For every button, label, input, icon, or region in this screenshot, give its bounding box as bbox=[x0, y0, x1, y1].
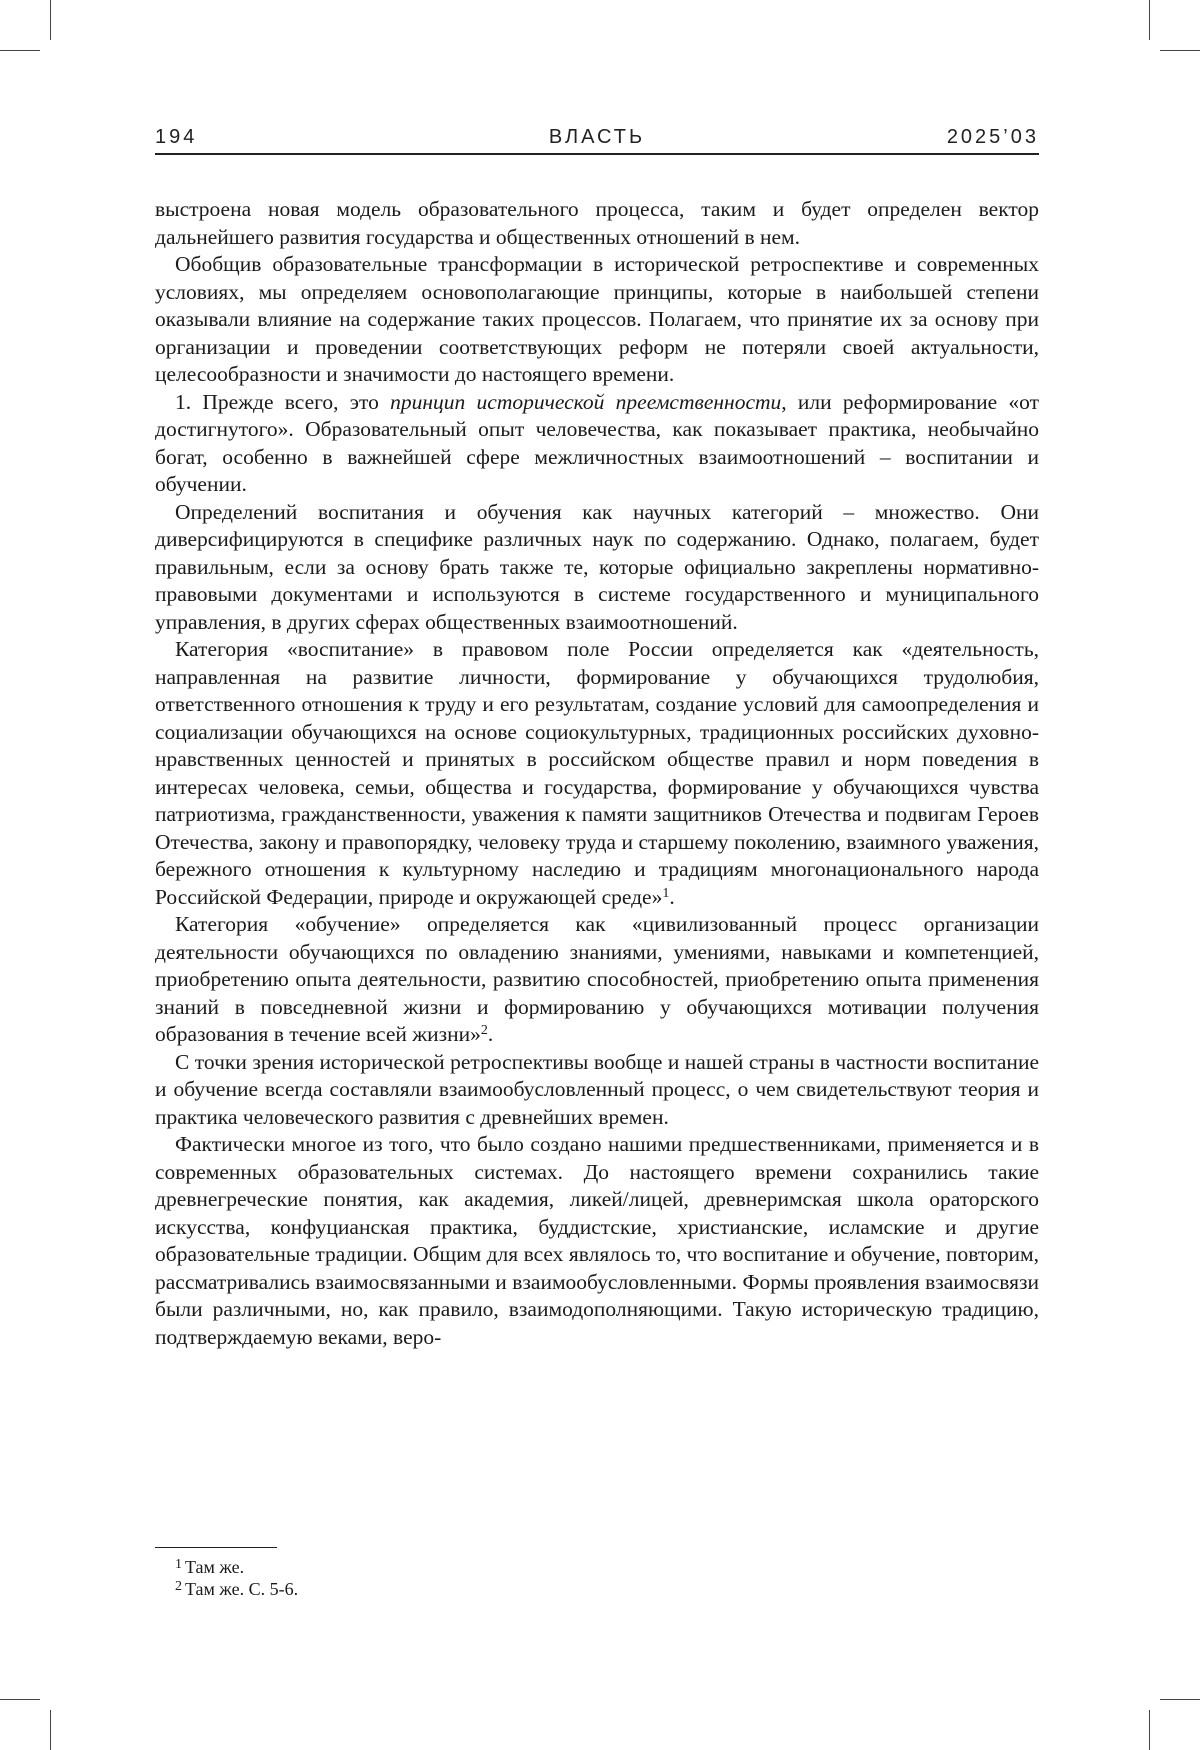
paragraph: Категория «воспитание» в правовом поле России определяется как «деятельность, направленная на развитие личности, формирование у обучающихся трудолюбия, ответственного отношения к труду и его результатам, создание условий для самоопределения и социализации обучающихся на основе социокультурных, традиционных российских духовно-нравственных ценностей и принятых в российском обществе правил и норм поведения в интересах человека, семьи, общества и государства, формирование у обучающихся чувства патриотизма, гражданственности, уважения к памяти защитников Отечества и подвигам Героев Отечества, закону и правопорядку, человеку труда и старшему поколению, взаимного уважения, бережного отношения к культурному наследию и традициям многонационального народа Российской Федерации, природе и окружающей среде»$^1$. bbox=[155, 637, 1039, 909]
paragraph-text: Категория «воспитание» в правовом поле России определяется как «деятельность, направленная на развитие личности, формирование у обучающихся трудолюбия, ответственного отношения к труду и его результатам, создание условий для самоопределения и социализации обучающихся на основе социокультурных, традиционных российских духовно-нравственных ценностей и принятых в российском обществе правил и норм поведения в интересах человека, семьи, общества и государства, формирование у обучающихся чувства патриотизма, гражданственности, уважения к памяти защитников Отечества и подвигам Героев Отечества, закону и правопорядку, человеку труда и старшему поколению, взаимного уважения, бережного отношения к культурному наследию и традициям многонационального народа Российской Федерации, природе и окружающей среде» bbox=[155, 637, 1039, 909]
footnote-number: 2 bbox=[175, 1579, 182, 1594]
paragraph: выстроена новая модель образовательного процесса, таким и будет определен вектор дальнейшего развития государства и общественных отношений в нем. bbox=[155, 197, 1039, 249]
crop-mark bbox=[1149, 1710, 1150, 1750]
issue-number: 2025’03 bbox=[946, 126, 1039, 148]
body-text bbox=[155, 196, 1039, 1351]
footnote-text: Там же. bbox=[185, 1557, 245, 1577]
crop-mark bbox=[0, 50, 40, 51]
page-number: 194 bbox=[155, 126, 198, 148]
running-header bbox=[155, 126, 1039, 152]
paragraph: Фактически многое из того, что было создано нашими предшественниками, применяется и в современных образовательных системах. До настоящего времени сохранились такие древнегреческие понятия, как академия, ликей/лицей, древнеримская школа ораторского искусства, конфуцианская практика, буддистские, христианские, исламские и другие образовательные традиции. Общим для всех являлось то, что воспитание и обучение, повторим, рассматривались взаимосвязанными и взаимообусловленными. Формы проявления взаимосвязи были различными, но, как правило, взаимодополняющими. Такую историческую традицию, подтверждаемую веками, веро- bbox=[155, 1132, 1039, 1349]
paragraph-text: , или реформирование «от достигнутого». Образовательный опыт человечества, как показывает практика, необычайно богат, особенно в важнейшей сфере межличностных взаимоотношений – воспитании и обучении. bbox=[155, 389, 1040, 496]
italic-term: принцип исторической преемственности bbox=[390, 389, 782, 414]
paragraph: С точки зрения исторической ретроспективы вообще и нашей страны в частности воспитание и обучение всегда составляли взаимообусловленный процесс, о чем свидетельствуют теория и практика человеческого развития с древнейших времен. bbox=[155, 1049, 1039, 1129]
crop-mark bbox=[1149, 0, 1150, 40]
footnotes bbox=[175, 1556, 1035, 1600]
paragraph-text: 1. Прежде всего, это bbox=[175, 389, 391, 414]
footnote bbox=[175, 1578, 1035, 1600]
paragraph: Категория «обучение» определяется как «цивилизованный процесс организации деятельности обучающихся по овладению знаниями, умениями, навыками и компетенцией, приобретению опыта деятельности, развитию способностей, приобретению опыта применения знаний в повседневной жизни и формированию у обучающихся мотивации получения образования в течение всей жизни»$^2$. bbox=[155, 912, 1039, 1046]
crop-mark bbox=[0, 1699, 40, 1700]
paragraph: Определений воспитания и обучения как научных категорий – множество. Они диверсифицируются в специфике различных наук по содержанию. Однако, полагаем, будет правильным, если за основу брать также те, которые официально закреплены нормативно-правовыми документами и используются в системе государственного и муниципального управления, в других сферах общественных взаимоотношений. bbox=[155, 499, 1039, 634]
crop-mark bbox=[50, 1710, 51, 1750]
footnote bbox=[175, 1556, 1035, 1578]
footnote-text: Там же. С. 5-6. bbox=[185, 1579, 299, 1599]
header-rule bbox=[155, 153, 1039, 155]
paragraph-text: Категория «обучение» определяется как «цивилизованный процесс организации деятельности обучающихся по овладению знаниями, умениями, навыками и компетенцией, приобретению опыта деятельности, развитию способностей, приобретению опыта применения знаний в повседневной жизни и формированию у обучающихся мотивации получения образования в течение всей жизни» bbox=[155, 912, 1039, 1046]
footnote-ref[interactable]: 2 bbox=[480, 1023, 488, 1038]
footnote-ref[interactable]: 1 bbox=[662, 885, 670, 901]
journal-title: ВЛАСТЬ bbox=[548, 126, 646, 148]
crop-mark bbox=[1160, 1699, 1200, 1700]
footnote-number: 1 bbox=[175, 1557, 182, 1572]
crop-mark bbox=[1160, 50, 1200, 51]
crop-mark bbox=[50, 0, 51, 40]
paragraph: Обобщив образовательные трансформации в исторической ретроспективе и современных условиях, мы определяем основополагающие принципы, которые в наибольшей степени оказывали влияние на содержание таких процессов. Полагаем, что принятие их за основу при организации и проведении соответствующих реформ не потеряли своей актуальности, целесообразности и значимости до настоящего времени. bbox=[155, 252, 1039, 386]
footnote-rule bbox=[155, 1547, 277, 1548]
paragraph bbox=[155, 389, 1039, 499]
